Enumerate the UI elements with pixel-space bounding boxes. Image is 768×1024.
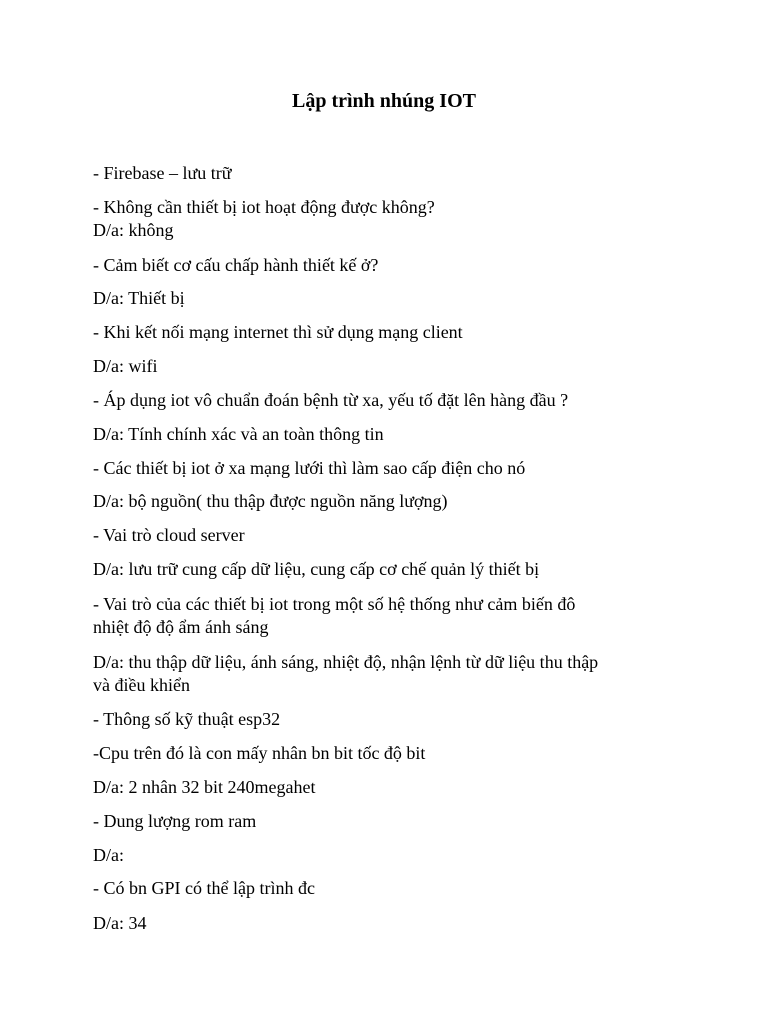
- text-line-3: D/a: không: [93, 220, 174, 240]
- text-line-7: D/a: wifi: [93, 356, 158, 376]
- text-line-15: nhiệt độ độ ẩm ánh sáng: [93, 617, 269, 637]
- text-line-22: D/a:: [93, 845, 124, 865]
- text-line-21: - Dung lượng rom ram: [93, 811, 257, 831]
- text-line-17: và điều khiển: [93, 675, 190, 695]
- text-line-16: D/a: thu thập dữ liệu, ánh sáng, nhiệt độ, nhận lệnh từ dữ liệu thu thập: [93, 652, 599, 672]
- text-line-14: - Vai trò của các thiết bị iot trong một số hệ thống như cảm biến đô: [93, 594, 576, 614]
- document-title: Lập trình nhúng IOT: [292, 90, 476, 112]
- text-line-23: - Có bn GPI có thể lập trình đc: [93, 878, 315, 898]
- text-line-24: D/a: 34: [93, 913, 147, 933]
- text-line-11: D/a: bộ nguồn( thu thập được nguồn năng lượng): [93, 491, 448, 511]
- text-line-19: -Cpu trên đó là con mấy nhân bn bit tốc độ bit: [93, 743, 426, 763]
- text-line-1: - Firebase – lưu trữ: [93, 163, 232, 183]
- text-line-13: D/a: lưu trữ cung cấp dữ liệu, cung cấp cơ chế quản lý thiết bị: [93, 559, 540, 579]
- text-line-20: D/a: 2 nhân 32 bit 240megahet: [93, 777, 316, 797]
- text-line-4: - Cảm biết cơ cấu chấp hành thiết kế ở?: [93, 255, 379, 275]
- text-line-8: - Áp dụng iot vô chuẩn đoán bệnh từ xa, yếu tố đặt lên hàng đầu ?: [93, 390, 569, 410]
- text-line-18: - Thông số kỹ thuật esp32: [93, 709, 281, 729]
- text-line-10: - Các thiết bị iot ở xa mạng lưới thì làm sao cấp điện cho nó: [93, 458, 526, 478]
- text-line-5: D/a: Thiết bị: [93, 288, 185, 308]
- text-line-2: - Không cần thiết bị iot hoạt động được không?: [93, 197, 435, 217]
- text-line-9: D/a: Tính chính xác và an toàn thông tin: [93, 424, 384, 444]
- text-line-6: - Khi kết nối mạng internet thì sử dụng mạng client: [93, 322, 463, 342]
- text-line-12: - Vai trò cloud server: [93, 525, 245, 545]
